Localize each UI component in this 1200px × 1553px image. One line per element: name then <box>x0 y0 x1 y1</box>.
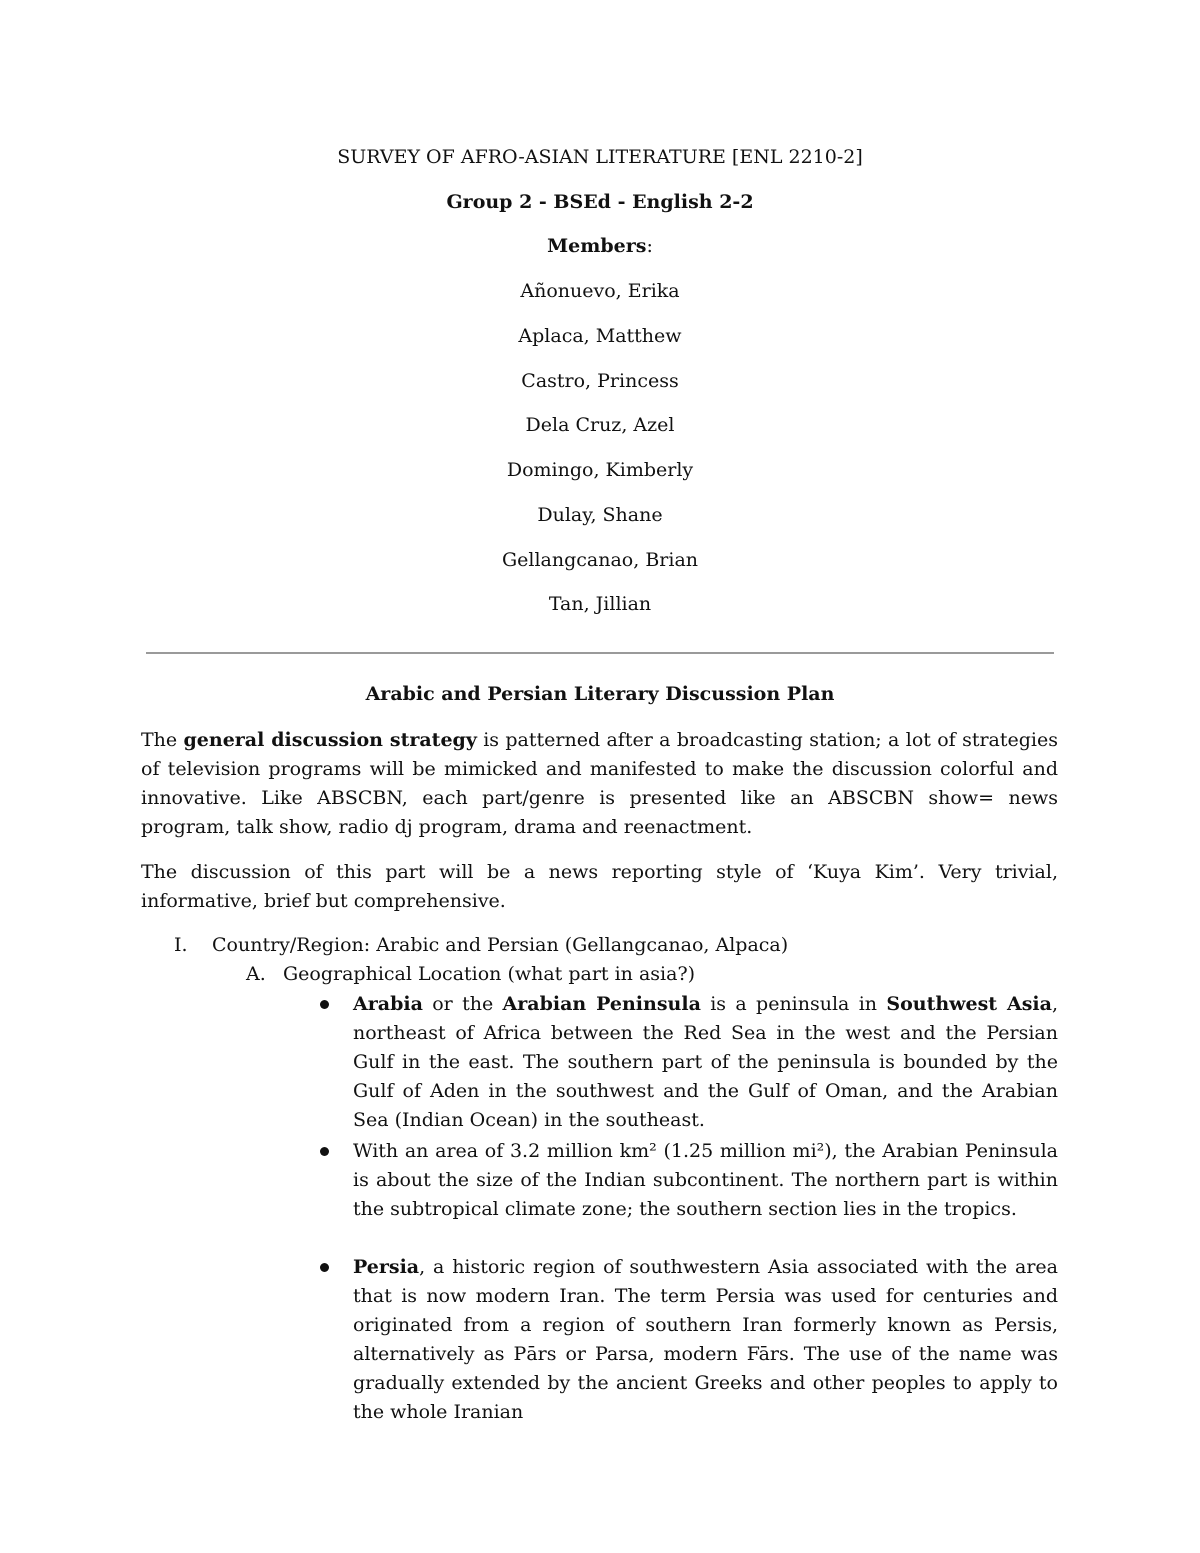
member-name: Castro, Princess <box>521 370 679 392</box>
members-label: Members <box>547 235 647 257</box>
bold-text: Southwest Asia <box>886 993 1052 1015</box>
course-title: SURVEY OF AFRO-ASIAN LITERATURE [ENL 2210-2] <box>337 146 863 168</box>
outline-marker-a: A. <box>246 963 266 985</box>
members-heading <box>0 233 1200 259</box>
member-name: Gellangcanao, Brian <box>501 549 699 571</box>
para-bold-phrase: general discussion strategy <box>183 729 477 751</box>
plain-text: , northeast of Africa between the Red Sea in the west and the Persian Gulf in the east. The southern part of the peninsula is bounded by the Gulf of Aden in the southwest and the Gulf of Oman, and the Arabian Sea (Indian Ocean) in the southeast. <box>353 993 1058 1131</box>
para-rest: is patterned after a broadcasting station; a lot of strategies of television programs will be mimicked and manifested to make the discussion colorful and innovative. Like ABSCBN, each part/genre is presented like an ABSCBN show= news program, talk show, radio dj program, drama and reenactment. <box>141 729 1058 838</box>
member-name: Tan, Jillian <box>548 593 652 615</box>
bullet-icon <box>320 1263 329 1272</box>
outline-item-i: Country/Region: Arabic and Persian (Gellangcanao, Alpaca) <box>212 934 789 956</box>
bullet-area: With an area of 3.2 million km² (1.25 million mi²), the Arabian Peninsula is about the size of the Indian subcontinent. The northern part is within the subtropical climate zone; the southern section lies in the tropics. <box>353 1140 1058 1220</box>
outline-item-a: Geographical Location (what part in asia?) <box>283 963 696 985</box>
strategy-paragraph <box>141 726 1058 842</box>
bullet-icon <box>320 1000 329 1009</box>
bold-text: Persia <box>353 1256 420 1278</box>
plain-text: , a historic region of southwestern Asia associated with the area that is now modern Iran. The term Persia was used for centuries and originated from a region of southern Iran formerly known as Persis, alternatively as Pārs or Parsa, modern Fārs. The use of the name was gradually extended by the ancient Greeks and other peoples to apply to the whole Iranian <box>353 1256 1058 1423</box>
group-line: Group 2 - BSEd - English 2-2 <box>446 191 754 213</box>
plan-title: Arabic and Persian Literary Discussion Plan <box>365 683 835 705</box>
member-name: Añonuevo, Erika <box>520 280 680 302</box>
member-name: Domingo, Kimberly <box>506 459 694 481</box>
bold-text: Arabia <box>353 993 423 1015</box>
plain-text: or the <box>422 993 503 1015</box>
member-name: Aplaca, Matthew <box>518 325 682 347</box>
para-lead: The <box>141 729 184 751</box>
member-name: Dulay, Shane <box>537 504 663 526</box>
member-name: Dela Cruz, Azel <box>525 414 675 436</box>
outline-marker-i: I. <box>174 934 188 956</box>
bullet-arabia <box>353 990 1058 1135</box>
bullet-persia <box>353 1253 1058 1427</box>
bold-text: Arabian Peninsula <box>502 993 701 1015</box>
plain-text: is a peninsula in <box>700 993 887 1015</box>
horizontal-divider <box>146 652 1054 654</box>
members-colon: : <box>646 235 653 257</box>
style-paragraph: The discussion of this part will be a news reporting style of ‘Kuya Kim’. Very trivial, informative, brief but comprehensive. <box>141 861 1058 912</box>
bullet-icon <box>320 1147 329 1156</box>
